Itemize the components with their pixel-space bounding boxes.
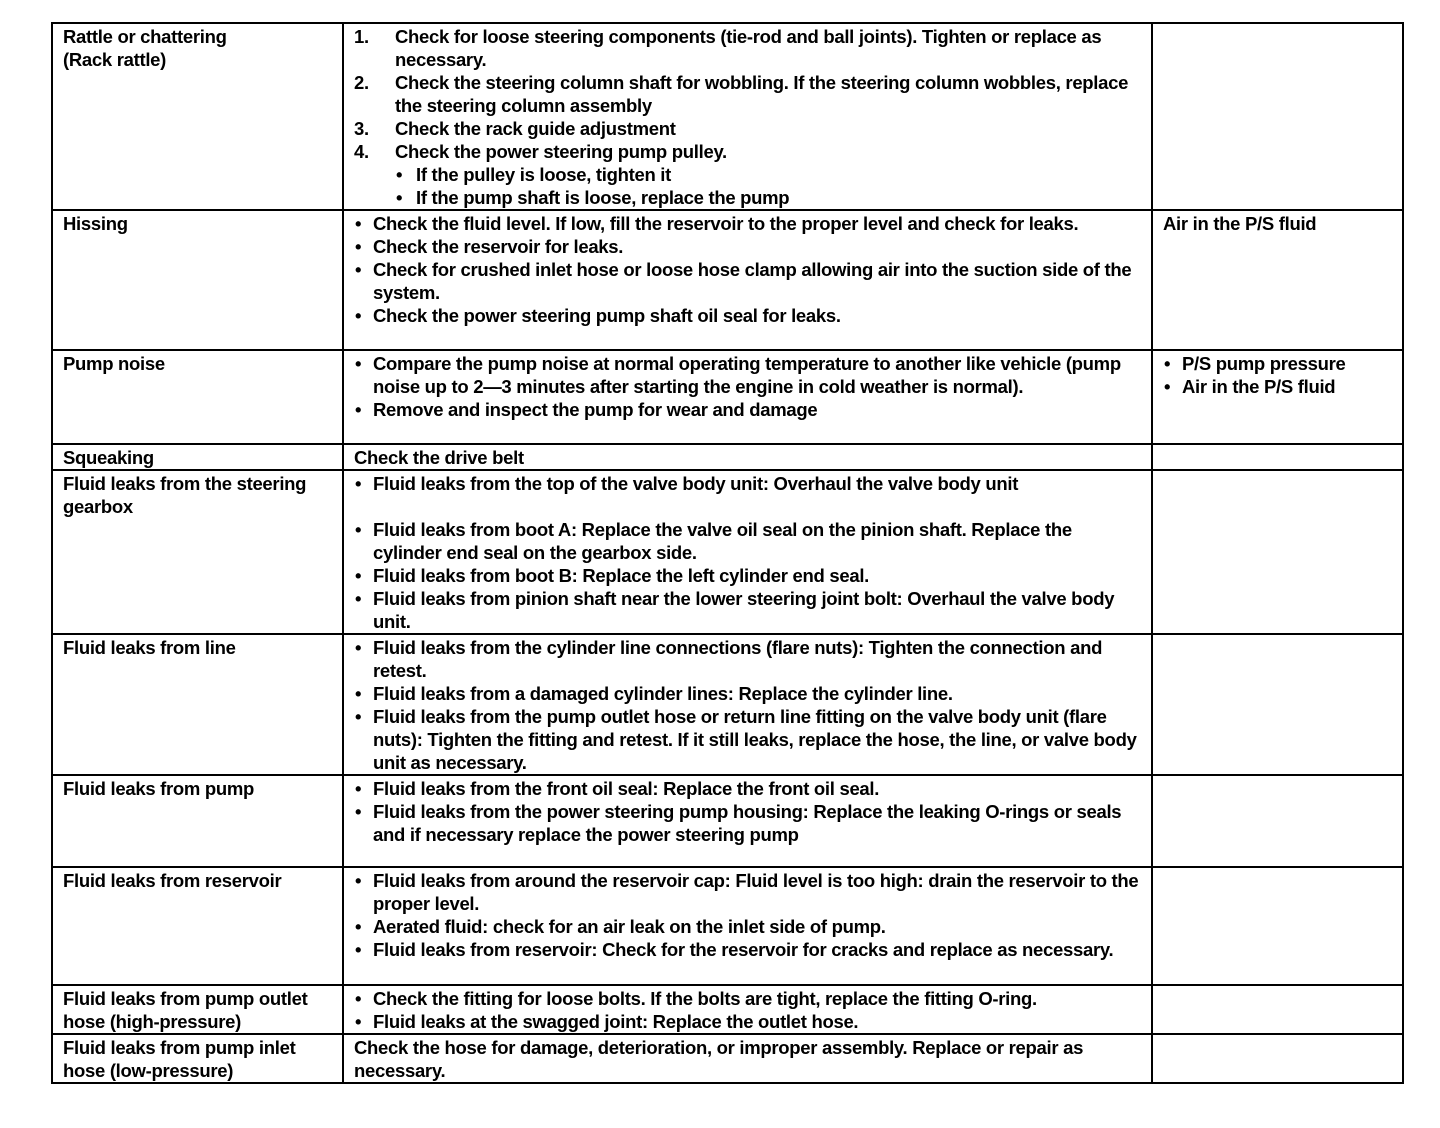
table-row [52,867,1403,985]
bullet-text: Fluid leaks from boot B: Replace the left cylinder end seal. [373,565,870,586]
symptom-text: Pump noise [63,353,165,374]
list-item [354,564,1141,587]
list-item [354,800,1141,846]
symptom-cell [52,23,343,210]
bullet-text: Check the reservoir for leaks. [373,236,624,257]
symptom-cell [52,470,343,634]
related-cell [1152,444,1403,470]
list-item [354,398,1141,421]
bullet-icon: • [355,519,362,540]
list-item [354,915,1141,938]
list-item [354,258,1141,304]
symptom-text: Fluid leaks from the steering gearbox [63,473,307,517]
step-text: Check the power steering pump pulley. [395,141,727,162]
related-bullet-list [1163,352,1392,398]
symptom-cell [52,867,343,985]
list-item [354,140,1141,209]
sub-bullet-list [395,163,1141,209]
related-cell [1152,210,1403,350]
procedure-cell [343,1034,1152,1083]
procedure-cell [343,634,1152,775]
list-item [354,71,1141,117]
bullet-icon: • [355,399,362,420]
bullet-text: Fluid leaks from boot A: Replace the valve oil seal on the pinion shaft. Replace the cylinder end seal on the gearbox side. [373,519,1072,563]
bullet-text: Fluid leaks from around the reservoir cap: Fluid level is too high: drain the reservoir to the proper level. [373,870,1139,914]
sub-bullet-text: If the pump shaft is loose, replace the pump [416,187,790,208]
related-cell [1152,1034,1403,1083]
list-item [395,186,1141,209]
bullet-icon: • [355,916,362,937]
procedure-cell [343,210,1152,350]
symptom-text: Hissing [63,213,128,234]
related-cell [1152,350,1403,444]
bullet-icon: • [355,778,362,799]
bullet-icon: • [355,473,362,494]
bullet-text: Fluid leaks from pinion shaft near the lower steering joint bolt: Overhaul the valve body unit. [373,588,1115,632]
list-item [354,777,1141,800]
list-item [354,212,1141,235]
bullet-text: Fluid leaks from the cylinder line connections (flare nuts): Tighten the connection and retest. [373,637,1103,681]
procedure-cell [343,23,1152,210]
bullet-icon: • [396,187,403,208]
bullet-text: Check for crushed inlet hose or loose hose clamp allowing air into the suction side of the system. [373,259,1132,303]
bullet-icon: • [355,801,362,822]
step-text: Check the rack guide adjustment [395,118,676,139]
bullet-text: Check the fluid level. If low, fill the reservoir to the proper level and check for leaks. [373,213,1079,234]
step-text: Check for loose steering components (tie-rod and ball joints). Tighten or replace as necessary. [395,26,1102,70]
bullet-icon: • [355,305,362,326]
bullet-text: Check the power steering pump shaft oil seal for leaks. [373,305,841,326]
table-row [52,210,1403,350]
procedure-cell [343,867,1152,985]
bullet-icon: • [355,988,362,1009]
symptom-cell [52,775,343,867]
symptom-cell [52,634,343,775]
bullet-list [354,869,1141,961]
bullet-icon: • [355,1011,362,1032]
symptom-cell [52,985,343,1034]
bullet-list [354,636,1141,774]
related-cell [1152,985,1403,1034]
bullet-list [354,472,1141,633]
bullet-icon: • [1164,353,1171,374]
bullet-text: Fluid leaks from a damaged cylinder lines: Replace the cylinder line. [373,683,953,704]
bullet-icon: • [355,353,362,374]
procedure-text: Check the hose for damage, deterioration, or improper assembly. Replace or repair as necessary. [354,1037,1084,1081]
related-cell [1152,634,1403,775]
symptom-text: Squeaking [63,447,154,468]
step-number: 2. [354,72,369,93]
table-row [52,350,1403,444]
bullet-text: Check the fitting for loose bolts. If the bolts are tight, replace the fitting O-ring. [373,988,1037,1009]
bullet-icon: • [1164,376,1171,397]
procedure-cell [343,444,1152,470]
bullet-icon: • [355,588,362,609]
table-row [52,470,1403,634]
step-number: 3. [354,118,369,139]
list-item [354,352,1141,398]
table-row [52,444,1403,470]
bullet-text: Aerated fluid: check for an air leak on the inlet side of pump. [373,916,886,937]
symptom-cell [52,350,343,444]
related-cell [1152,23,1403,210]
sub-bullet-text: If the pulley is loose, tighten it [416,164,671,185]
bullet-icon: • [355,213,362,234]
related-cell [1152,867,1403,985]
list-item [354,869,1141,915]
list-item [354,25,1141,71]
list-item [354,235,1141,258]
bullet-icon: • [355,870,362,891]
bullet-icon: • [355,259,362,280]
list-item [395,163,1141,186]
related-text: P/S pump pressure [1182,353,1346,374]
step-number: 1. [354,26,369,47]
bullet-text: Fluid leaks from the front oil seal: Replace the front oil seal. [373,778,880,799]
procedure-text: Check the drive belt [354,447,524,468]
related-text: Air in the P/S fluid [1163,213,1317,234]
bullet-text: Fluid leaks from the pump outlet hose or return line fitting on the valve body unit (flare nuts): Tighten the fitting and retest. If it still leaks, replace the hose, the line, or valve body unit as necessary. [373,706,1137,773]
symptom-cell [52,210,343,350]
list-item [354,987,1141,1010]
list-item [354,705,1141,774]
related-cell [1152,775,1403,867]
bullet-list [354,212,1141,327]
bullet-list [354,987,1141,1033]
bullet-text: Fluid leaks from the top of the valve body unit: Overhaul the valve body unit [373,473,1019,494]
symptom-text: Rattle or chattering [63,26,227,47]
table-row [52,775,1403,867]
symptom-text: Fluid leaks from pump [63,778,255,799]
bullet-text: Fluid leaks from reservoir: Check for the reservoir for cracks and replace as necessary. [373,939,1114,960]
symptom-cell [52,1034,343,1083]
bullet-text: Fluid leaks at the swagged joint: Replace the outlet hose. [373,1011,859,1032]
table-row [52,1034,1403,1083]
procedure-cell [343,775,1152,867]
procedure-cell [343,470,1152,634]
symptom-text: Fluid leaks from reservoir [63,870,282,891]
list-item [354,682,1141,705]
bullet-icon: • [355,565,362,586]
table-row [52,23,1403,210]
list-item [354,472,1141,495]
troubleshooting-table [51,22,1404,1084]
bullet-text: Remove and inspect the pump for wear and damage [373,399,818,420]
procedure-cell [343,985,1152,1034]
bullet-icon: • [355,236,362,257]
symptom-text: Fluid leaks from line [63,637,236,658]
list-item [354,1010,1141,1033]
symptom-cell [52,444,343,470]
bullet-icon: • [355,637,362,658]
list-item [354,938,1141,961]
symptom-text: Fluid leaks from pump outlet hose (high-pressure) [63,988,308,1032]
step-list [354,25,1141,209]
table-row [52,985,1403,1034]
bullet-icon: • [355,939,362,960]
list-item [354,518,1141,564]
table-row [52,634,1403,775]
list-item [1163,352,1392,375]
list-item [354,636,1141,682]
procedure-cell [343,350,1152,444]
bullet-list [354,352,1141,421]
list-item [354,304,1141,327]
bullet-text: Compare the pump noise at normal operating temperature to another like vehicle (pump noise up to 2—3 minutes after starting the engine in cold weather is normal). [373,353,1121,397]
bullet-icon: • [355,683,362,704]
list-item [354,117,1141,140]
related-text: Air in the P/S fluid [1182,376,1336,397]
step-number: 4. [354,141,369,162]
symptom-subtext: (Rack rattle) [63,49,167,70]
bullet-icon: • [396,164,403,185]
list-item [354,587,1141,633]
symptom-text: Fluid leaks from pump inlet hose (low-pressure) [63,1037,296,1081]
related-cell [1152,470,1403,634]
bullet-text: Fluid leaks from the power steering pump housing: Replace the leaking O-rings or seals and if necessary replace the power steering pump [373,801,1122,845]
bullet-list [354,777,1141,846]
step-text: Check the steering column shaft for wobbling. If the steering column wobbles, replace the steering column assembly [395,72,1129,116]
list-item [1163,375,1392,398]
bullet-icon: • [355,706,362,727]
